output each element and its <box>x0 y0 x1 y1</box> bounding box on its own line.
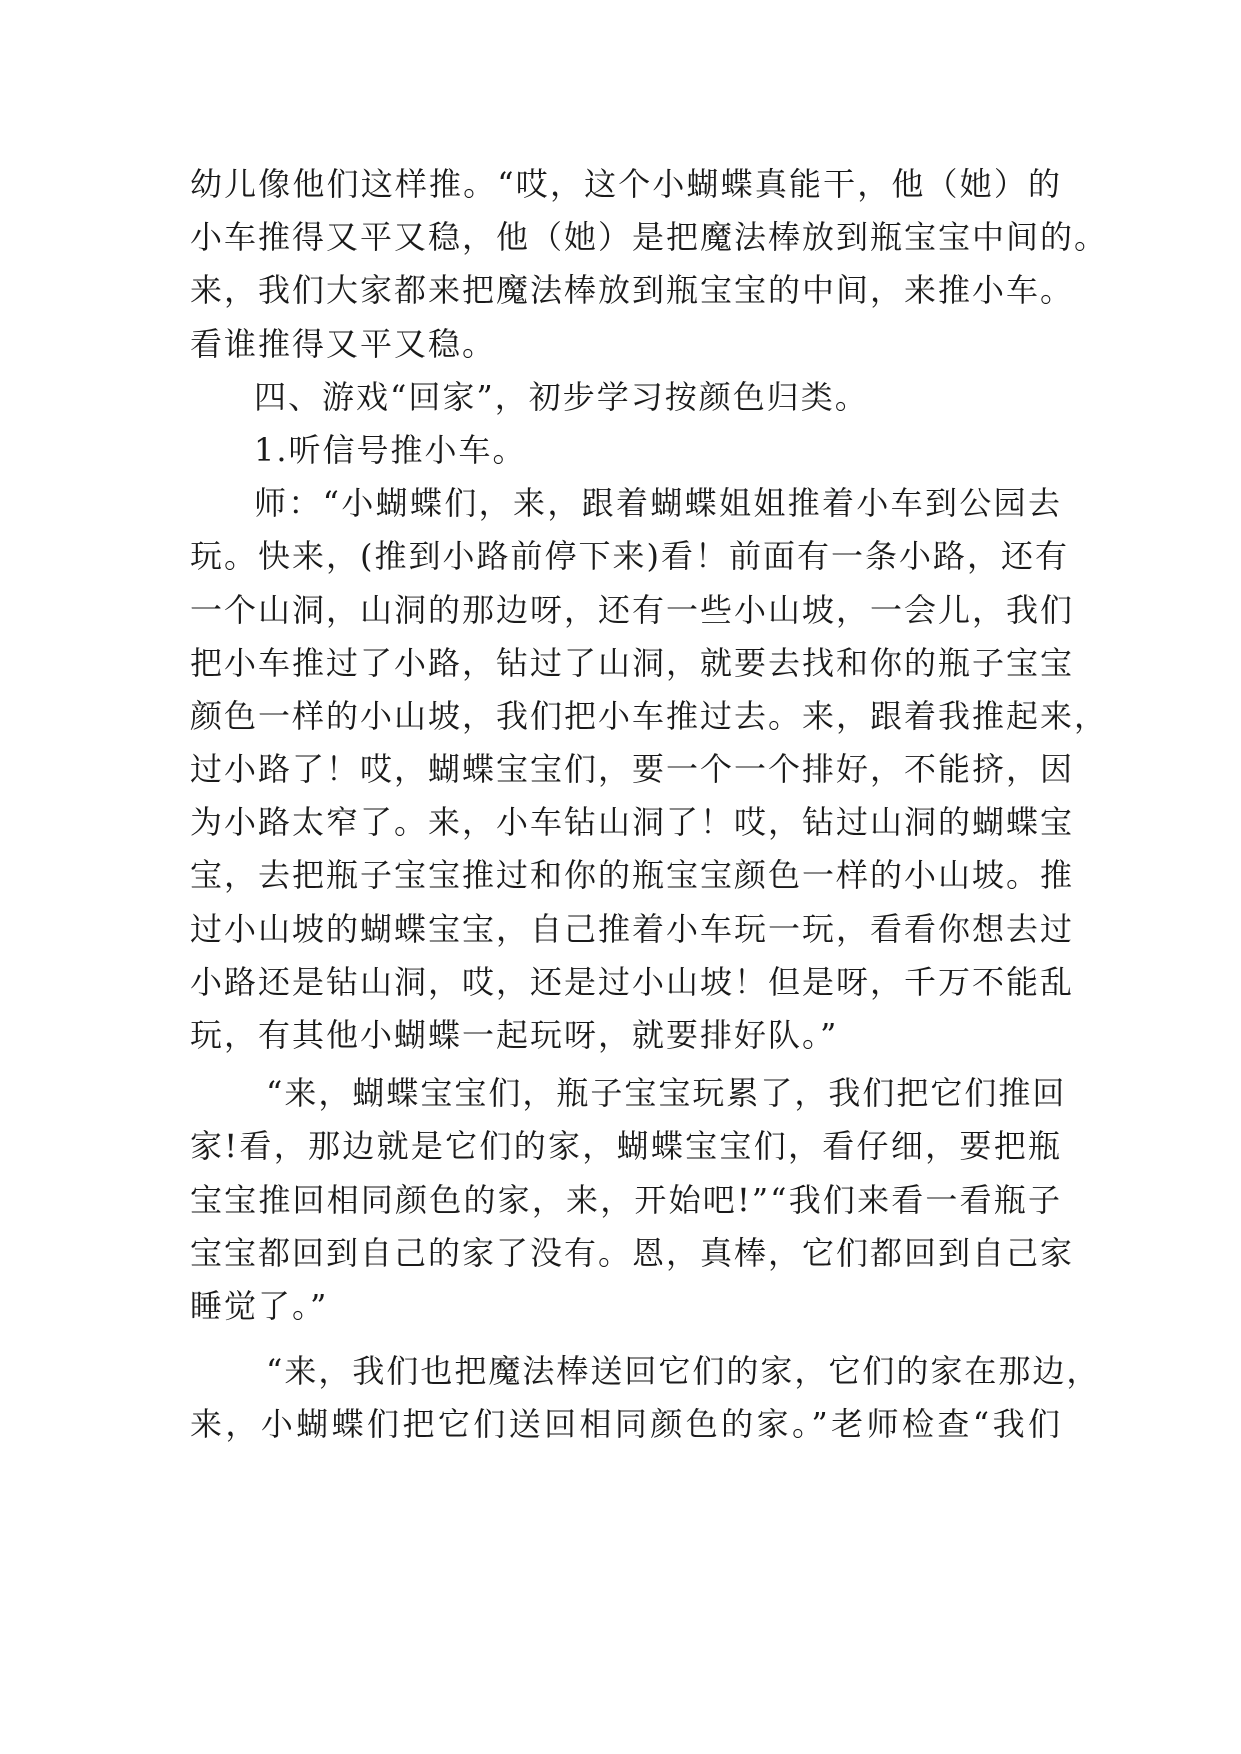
text-line: 宝，去把瓶子宝宝推过和你的瓶宝宝颜色一样的小山坡。推 <box>190 856 1075 895</box>
text-line: 幼儿像他们这样推。“哎，这个小蝴蝶真能干，他（她）的 <box>190 165 1062 203</box>
text-line: 过小山坡的蝴蝶宝宝，自己推着小车玩一玩，看看你想去过 <box>190 909 1075 948</box>
text-line: 宝宝都回到自己的家了没有。恩，真棒，它们都回到自己家 <box>190 1233 1075 1272</box>
text-line: 为小路太窄了。来，小车钻山洞了！哎，钻过山洞的蝴蝶宝 <box>190 803 1075 842</box>
text-line: 师：“小蝴蝶们，来，跟着蝴蝶姐姐推着小车到公园去 <box>254 484 1062 523</box>
text-line: 小车推得又平又稳，他（她）是把魔法棒放到瓶宝宝中间的。 <box>190 218 1109 257</box>
text-line: 家!看，那边就是它们的家，蝴蝶宝宝们，看仔细，要把瓶 <box>190 1127 1062 1166</box>
text-line: 玩。快来，(推到小路前停下来)看！前面有一条小路，还有 <box>190 537 1069 576</box>
text-line: 一个山洞，山洞的那边呀，还有一些小山坡，一会儿，我们 <box>190 590 1075 629</box>
text-line: 来，小蝴蝶们把它们送回相同颜色的家。”老师检查“我们 <box>190 1405 1062 1444</box>
section-heading: 四、游戏“回家”，初步学习按颜色归类。 <box>254 377 869 416</box>
text-line: 来，我们大家都来把魔法棒放到瓶宝宝的中间，来推小车。 <box>190 271 1075 310</box>
text-line: “来，蝴蝶宝宝们，瓶子宝宝玩累了，我们把它们推回 <box>266 1074 1067 1113</box>
text-line: 过小路了！哎，蝴蝶宝宝们，要一个一个排好，不能挤，因 <box>190 750 1075 789</box>
text-line: 看谁推得又平又稳。 <box>190 324 497 363</box>
body-text <box>190 158 1109 1452</box>
text-line: 把小车推过了小路，钻过了山洞，就要去找和你的瓶子宝宝 <box>190 643 1075 682</box>
subsection-heading: 1.听信号推小车。 <box>254 430 527 469</box>
text-line: 颜色一样的小山坡，我们把小车推过去。来，跟着我推起来， <box>190 696 1109 735</box>
text-line: 小路还是钻山洞，哎，还是过小山坡！但是呀，千万不能乱 <box>190 962 1075 1001</box>
text-line: 睡觉了。” <box>190 1286 329 1325</box>
text-line: 宝宝推回相同颜色的家，来，开始吧!”“我们来看一看瓶子 <box>190 1180 1062 1219</box>
text-line: “来，我们也把魔法棒送回它们的家，它们的家在那边， <box>266 1352 1101 1391</box>
text-line: 玩，有其他小蝴蝶一起玩呀，就要排好队。” <box>190 1016 839 1054</box>
